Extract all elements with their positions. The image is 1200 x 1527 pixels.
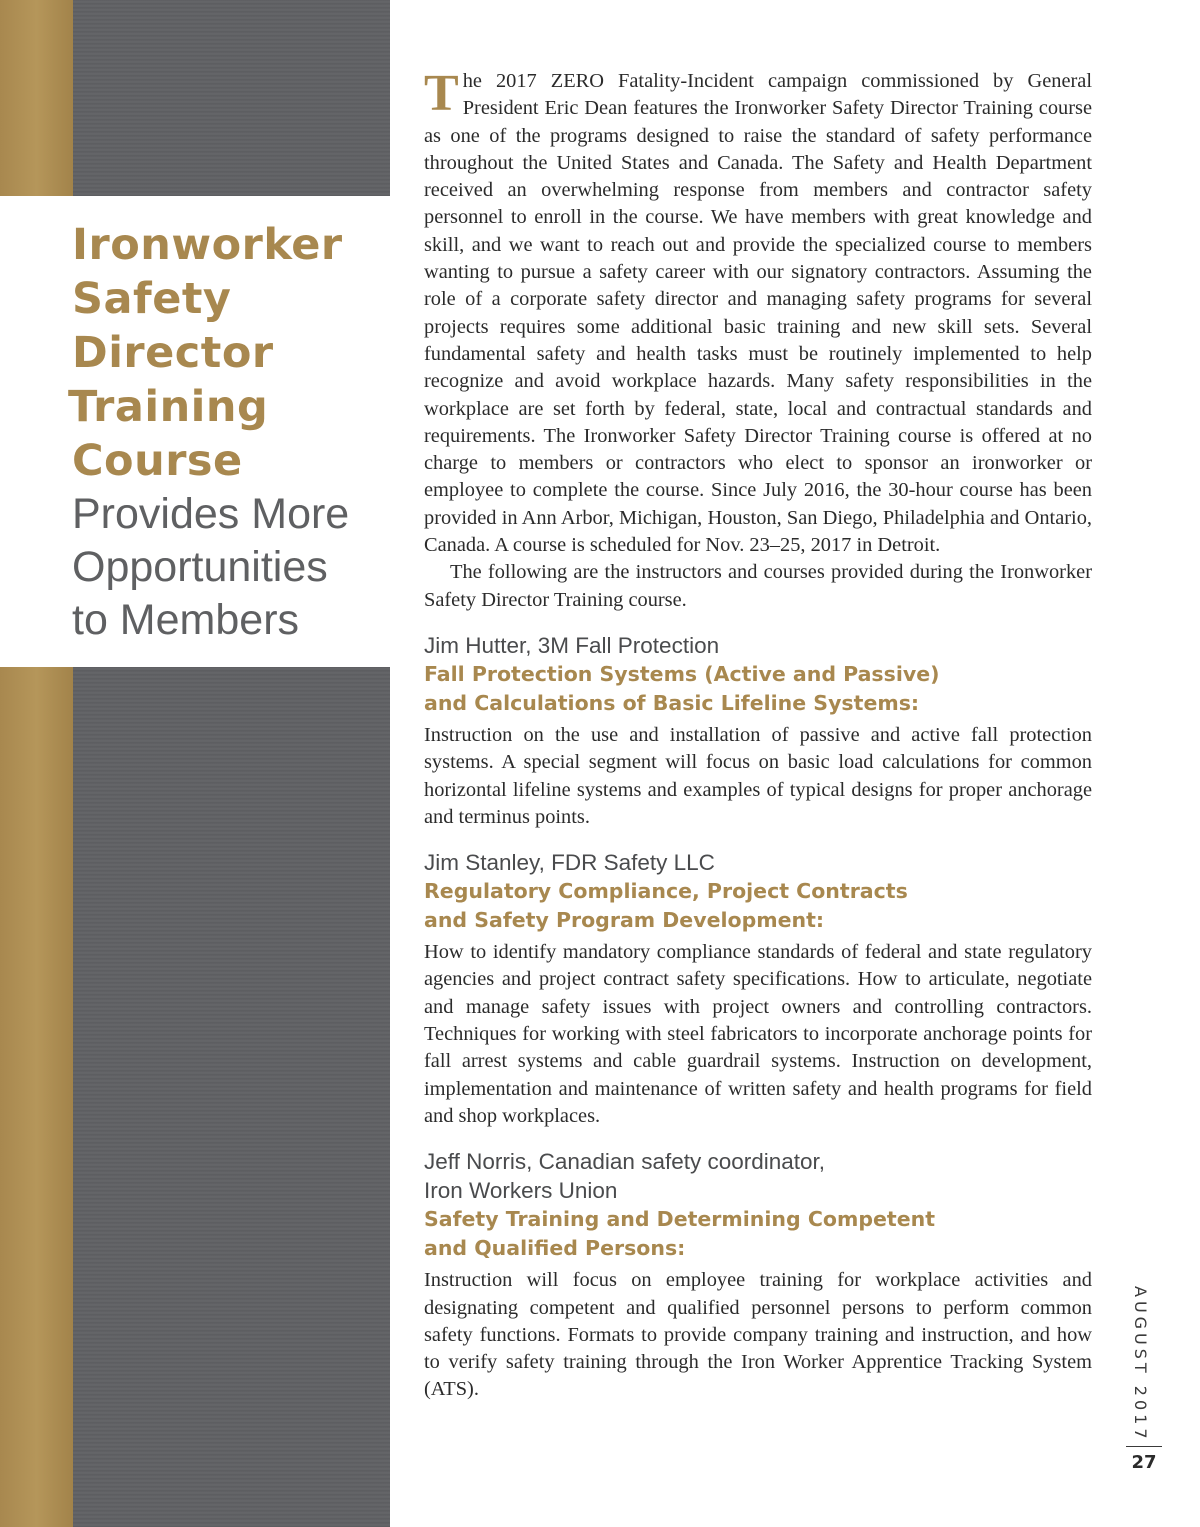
instructor-section [424,848,1092,1130]
title-line: Safety [72,274,232,324]
subtitle-line: Opportunities [72,543,328,591]
title-line: Ironworker [72,220,343,270]
intro-text: he 2017 ZERO Fatality-Incident campaign commissioned by General President Eric Dean features the Ironworker Safety Director Training course as one of the programs designed to raise the standard of safety performance throughout the United States and Canada. The Safety and Health Department received an overwhelming response from members and contractor safety personnel to enroll in the course. We have members with great knowledge and skill, and we want to reach out and provide the specialized course to members wanting to pursue a safety career with our signatory contractors. Assuming the role of a corporate safety director and managing safety programs for several projects requires some additional basic training and new skill sets. Several fundamental safety and health tasks must be routinely implemented to help recognize and avoid workplace hazards. Many safety responsibilities in the workplace are set forth by federal, state, local and contractual standards and requirements. The Ironworker Safety Director Training course is offered at no charge to members or contractors who elect to sponsor an ironworker or employee to complete the course. Since July 2016, the 30-hour course has been provided in Ann Arbor, Michigan, Houston, San Diego, Philadelphia and Ontario, Canada. A course is scheduled for Nov. 23–25, 2017 in Detroit. [424,70,1092,557]
course-description: Instruction will focus on employee training for workplace activities and designating competent and qualified personnel persons to perform common safety functions. Formats to provide company training and instruction, and how to verify safety training through the Iron Worker Apprentice Tracking System (ATS). [424,1269,1092,1401]
page-number: 27 [1131,1452,1157,1473]
instructor-section [424,1147,1092,1403]
course-topic: and Safety Program Development: [424,908,825,933]
article-body [424,65,1092,1404]
article-title [68,218,382,647]
course-topic: Regulatory Compliance, Project Contracts [424,879,908,904]
instructor-section [424,631,1092,831]
bottom-gold-band [0,667,73,1527]
course-topic: Safety Training and Determining Competent [424,1207,935,1232]
title-line: Training [68,382,269,432]
folio-divider [1126,1446,1162,1447]
instructor-name: Jim Hutter, 3M Fall Protection [424,632,720,658]
intro-paragraph [424,65,1092,559]
top-gold-band [0,0,73,196]
subtitle-line: Provides More [72,490,350,538]
course-topic: and Calculations of Basic Lifeline Systems: [424,690,920,715]
issue-date [1130,1286,1150,1443]
title-line: Director [72,328,274,378]
instructor-name: Jeff Norris, Canadian safety coordinator, [424,1149,826,1175]
intro-paragraph-2: The following are the instructors and courses provided during the Ironworker Safety Director Training course. [424,561,1092,611]
top-gray-band [73,0,390,196]
course-description: How to identify mandatory compliance standards of federal and state regulatory agencies and project contract safety specifications. How to articulate, negotiate and manage safety issues with project owners and controlling contractors. Techniques for working with steel fabricators to incorporate anchorage points for fall arrest systems and cable guardrail systems. Instruction on development, implementation and maintenance of written safety and health programs for field and shop workplaces. [424,941,1092,1127]
bottom-gray-band [73,667,390,1527]
course-topic: Fall Protection Systems (Active and Passive) [424,661,940,686]
issue-date-text: AUGUST 2017 [1131,1286,1150,1443]
title-line: Course [72,436,243,486]
course-description: Instruction on the use and installation of passive and active fall protection systems. A special segment will focus on basic load calculations for common horizontal lifeline systems and examples of typical designs for proper anchorage and terminus points. [424,723,1092,828]
instructor-name: Jim Stanley, FDR Safety LLC [424,850,715,876]
subtitle-line: to Members [72,596,300,644]
course-topic: and Qualified Persons: [424,1236,686,1261]
drop-cap: T [424,65,459,122]
instructor-affiliation: Iron Workers Union [424,1178,618,1204]
